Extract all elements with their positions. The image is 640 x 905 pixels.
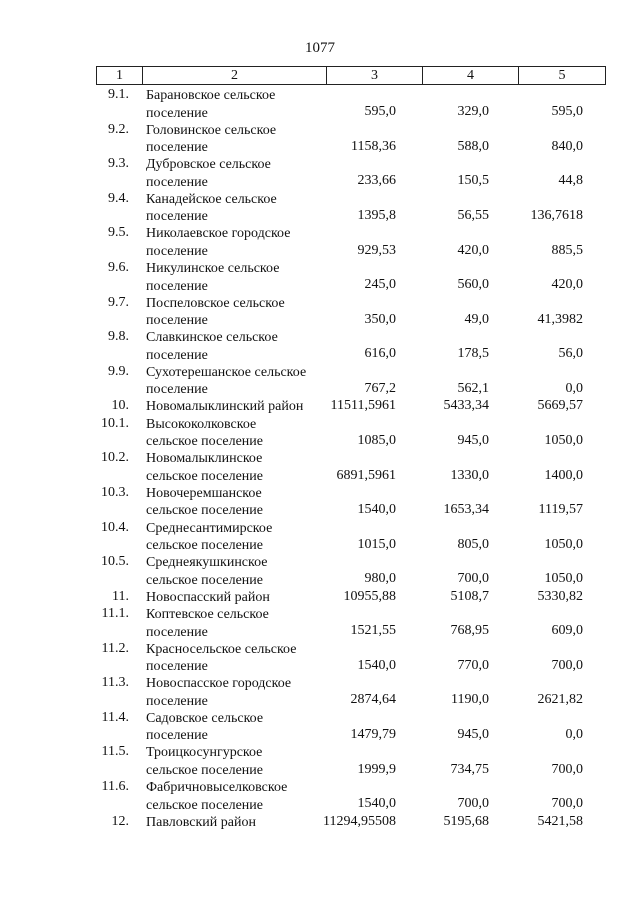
table-row: [0, 364, 640, 399]
row-name-line: сельское поселение: [146, 572, 263, 588]
row-number: 9.2.: [108, 121, 129, 137]
table-row: [0, 398, 640, 415]
cell-col-4: 734,75: [450, 761, 489, 777]
table-row: [0, 641, 640, 676]
cell-col-3: 1479,79: [350, 727, 396, 743]
cell-col-4: 5195,68: [443, 813, 489, 829]
row-name-line: Среднеякушкинское: [146, 555, 268, 571]
cell-col-3: 1540,0: [357, 657, 396, 673]
cell-col-3: 11294,95508: [323, 813, 396, 829]
row-name-line: сельское поселение: [146, 434, 263, 450]
row-name: [146, 779, 331, 814]
cell-col-3: 10955,88: [343, 588, 396, 604]
row-name: [146, 416, 331, 451]
cell-col-4: 420,0: [457, 242, 489, 258]
row-name-line: Красносельское сельское: [146, 641, 297, 657]
table-row: [0, 675, 640, 710]
row-name: [146, 675, 331, 710]
table-row: [0, 485, 640, 520]
cell-col-4: 150,5: [457, 173, 489, 189]
table-header: [96, 66, 606, 85]
table-row: [0, 191, 640, 226]
row-name-line: поселение: [146, 624, 208, 640]
cell-col-3: 1521,55: [350, 623, 396, 639]
cell-col-4: 5108,7: [450, 588, 489, 604]
cell-col-5: 700,0: [551, 761, 583, 777]
header-col-5: 5: [558, 68, 566, 83]
row-number: 9.4.: [108, 190, 129, 206]
cell-col-5: 595,0: [551, 104, 583, 120]
row-name: [146, 814, 331, 832]
row-name-line: Новомалыклинское: [146, 451, 263, 467]
row-name-line: поселение: [146, 382, 208, 398]
cell-col-3: 1395,8: [357, 208, 396, 224]
table-row: [0, 779, 640, 814]
cell-col-5: 885,5: [551, 242, 583, 258]
cell-col-4: 1190,0: [451, 692, 489, 708]
row-name-line: Новоспасское городское: [146, 676, 292, 692]
row-number: 10.3.: [101, 484, 129, 500]
cell-col-5: 56,0: [558, 346, 583, 362]
cell-col-4: 945,0: [457, 432, 489, 448]
cell-col-3: 616,0: [364, 346, 396, 362]
cell-col-3: 1999,9: [357, 761, 396, 777]
row-name-line: Новочеремшанское: [146, 485, 262, 501]
row-name-line: Никулинское сельское: [146, 261, 280, 276]
row-number: 9.5.: [108, 225, 129, 241]
cell-col-5: 5330,82: [537, 588, 583, 604]
row-number: 11.6.: [101, 779, 129, 794]
cell-col-4: 1653,34: [443, 502, 489, 518]
cell-col-3: 595,0: [364, 104, 396, 120]
cell-col-4: 700,0: [457, 796, 489, 812]
row-name-line: поселение: [146, 174, 208, 190]
row-name-line: поселение: [146, 243, 208, 259]
cell-col-5: 840,0: [551, 138, 583, 154]
cell-col-4: 700,0: [457, 571, 489, 587]
row-name: [146, 606, 331, 641]
cell-col-5: 700,0: [551, 657, 583, 673]
row-number: 10.5.: [101, 554, 129, 570]
row-name: [146, 641, 331, 676]
cell-col-5: 2621,82: [537, 692, 583, 708]
table-row: [0, 744, 640, 779]
cell-col-3: 1085,0: [357, 432, 396, 448]
row-name-line: поселение: [146, 105, 208, 121]
row-number: 9.6.: [108, 260, 129, 275]
row-name-line: Поспеловское сельское: [146, 295, 285, 311]
cell-col-3: 929,53: [357, 242, 396, 258]
row-name-line: Садовское сельское: [146, 710, 264, 726]
row-name-line: поселение: [146, 278, 208, 294]
row-number: 9.8.: [108, 329, 129, 345]
row-name: [146, 398, 331, 416]
row-number: 10.2.: [101, 450, 129, 466]
table-row: [0, 450, 640, 485]
header-col-3: 3: [327, 67, 423, 84]
row-name-line: Сухотерешанское сельское: [146, 364, 307, 380]
cell-col-5: 420,0: [551, 277, 583, 293]
row-number: 9.7.: [108, 294, 129, 310]
row-name-line: Среднесантимирское: [146, 520, 273, 536]
table-row: [0, 122, 640, 157]
row-number: 10.1.: [101, 415, 129, 431]
row-name: [146, 122, 331, 157]
row-name-line: сельское поселение: [146, 762, 263, 778]
cell-col-5: 5421,58: [537, 813, 583, 829]
table-row: [0, 520, 640, 555]
row-number: 11.: [112, 588, 129, 604]
table-row: [0, 416, 640, 451]
table-row: [0, 260, 640, 295]
cell-col-4: 770,0: [457, 657, 489, 673]
row-name-line: сельское поселение: [146, 468, 263, 484]
row-name: [146, 710, 331, 745]
row-name: [146, 744, 331, 779]
row-number: 11.2.: [101, 640, 129, 656]
cell-col-3: 11511,5961: [330, 398, 396, 414]
cell-col-4: 49,0: [464, 311, 489, 327]
row-name-line: Троицкосунгурское: [146, 745, 263, 761]
cell-col-5: 0,0: [565, 381, 583, 397]
row-name-line: поселение: [146, 693, 208, 709]
row-number: 11.1.: [101, 606, 129, 621]
row-name-line: Канадейское сельское: [146, 191, 277, 207]
row-name: [146, 87, 331, 122]
row-number: 9.9.: [108, 363, 129, 379]
cell-col-5: 0,0: [565, 727, 583, 743]
table-row: [0, 710, 640, 745]
table-row: [0, 87, 640, 122]
cell-col-5: 1400,0: [544, 467, 583, 483]
cell-col-3: 245,0: [364, 277, 396, 293]
header-col-4: 4: [423, 67, 519, 84]
cell-col-5: 1119,57: [538, 502, 583, 518]
row-name-line: поселение: [146, 659, 208, 675]
cell-col-4: 588,0: [457, 138, 489, 154]
row-name-line: поселение: [146, 728, 208, 744]
row-name-line: Павловский район: [146, 814, 256, 830]
cell-col-4: 768,95: [450, 623, 489, 639]
cell-col-4: 945,0: [457, 727, 489, 743]
cell-col-4: 805,0: [457, 536, 489, 552]
cell-col-4: 5433,34: [443, 398, 489, 414]
row-number: 11.4.: [101, 709, 129, 725]
cell-col-4: 562,1: [457, 381, 489, 397]
row-number: 9.1.: [108, 87, 129, 102]
table-row: [0, 295, 640, 330]
row-number: 12.: [111, 813, 129, 829]
cell-col-4: 178,5: [457, 346, 489, 362]
cell-col-5: 1050,0: [544, 536, 583, 552]
row-number: 10.: [111, 398, 129, 414]
row-name-line: Барановское сельское: [146, 88, 276, 103]
row-name: [146, 156, 331, 191]
row-name-line: Новомалыклинский район: [146, 399, 304, 415]
cell-col-3: 350,0: [364, 311, 396, 327]
header-col-2: 2: [143, 67, 327, 84]
row-name-line: поселение: [146, 313, 208, 329]
row-name-line: сельское поселение: [146, 503, 263, 519]
row-name-line: поселение: [146, 347, 208, 363]
row-name-line: Новоспасский район: [146, 589, 270, 605]
cell-col-3: 767,2: [364, 381, 396, 397]
cell-col-4: 560,0: [457, 277, 489, 293]
row-name-line: Коптевское сельское: [146, 607, 269, 622]
cell-col-5: 609,0: [551, 623, 583, 639]
row-name-line: сельское поселение: [146, 538, 263, 553]
row-name: [146, 329, 331, 364]
table-row: [0, 814, 640, 831]
cell-col-4: 56,55: [457, 208, 489, 224]
cell-col-3: 233,66: [357, 173, 396, 189]
cell-col-5: 136,7618: [530, 208, 583, 224]
row-name-line: сельское поселение: [146, 797, 263, 813]
row-number: 10.4.: [101, 519, 129, 535]
row-number: 11.3.: [101, 675, 129, 691]
cell-col-3: 980,0: [364, 571, 396, 587]
row-name: [146, 520, 331, 555]
row-name: [146, 225, 331, 260]
header-col-1: 1: [97, 67, 143, 84]
cell-col-3: 1540,0: [357, 502, 396, 518]
cell-col-5: 1050,0: [544, 571, 583, 587]
row-name: [146, 364, 331, 399]
row-name-line: Николаевское городское: [146, 226, 291, 242]
cell-col-4: 329,0: [457, 104, 489, 120]
table-row: [0, 225, 640, 260]
row-name-line: Головинское сельское: [146, 122, 277, 138]
row-name-line: Высококолковское: [146, 416, 257, 432]
row-name: [146, 450, 331, 485]
cell-col-3: 2874,64: [350, 692, 396, 708]
cell-col-5: 44,8: [558, 173, 583, 189]
row-name: [146, 485, 331, 520]
row-name-line: поселение: [146, 209, 208, 225]
row-name-line: Дубровское сельское: [146, 157, 271, 173]
table-row: [0, 156, 640, 191]
cell-col-5: 5669,57: [537, 398, 583, 414]
cell-col-3: 1015,0: [357, 536, 396, 552]
row-name: [146, 295, 331, 330]
row-name: [146, 191, 331, 226]
row-number: 9.3.: [108, 156, 129, 172]
table-row: [0, 554, 640, 589]
row-name: [146, 554, 331, 589]
row-number: 11.5.: [101, 744, 129, 760]
cell-col-3: 6891,5961: [336, 467, 396, 483]
row-name-line: Фабричновыселковское: [146, 780, 288, 795]
cell-col-3: 1540,0: [357, 796, 396, 812]
row-name-line: Славкинское сельское: [146, 330, 278, 346]
cell-col-5: 41,3982: [537, 311, 583, 327]
table-row: [0, 606, 640, 641]
cell-col-5: 700,0: [551, 796, 583, 812]
row-name: [146, 260, 331, 295]
cell-col-3: 1158,36: [351, 138, 396, 154]
table-row: [0, 329, 640, 364]
row-name-line: поселение: [146, 140, 208, 156]
table-row: [0, 589, 640, 606]
page-number: 1077: [305, 40, 335, 56]
cell-col-5: 1050,0: [544, 432, 583, 448]
cell-col-4: 1330,0: [450, 467, 489, 483]
row-name: [146, 589, 331, 607]
